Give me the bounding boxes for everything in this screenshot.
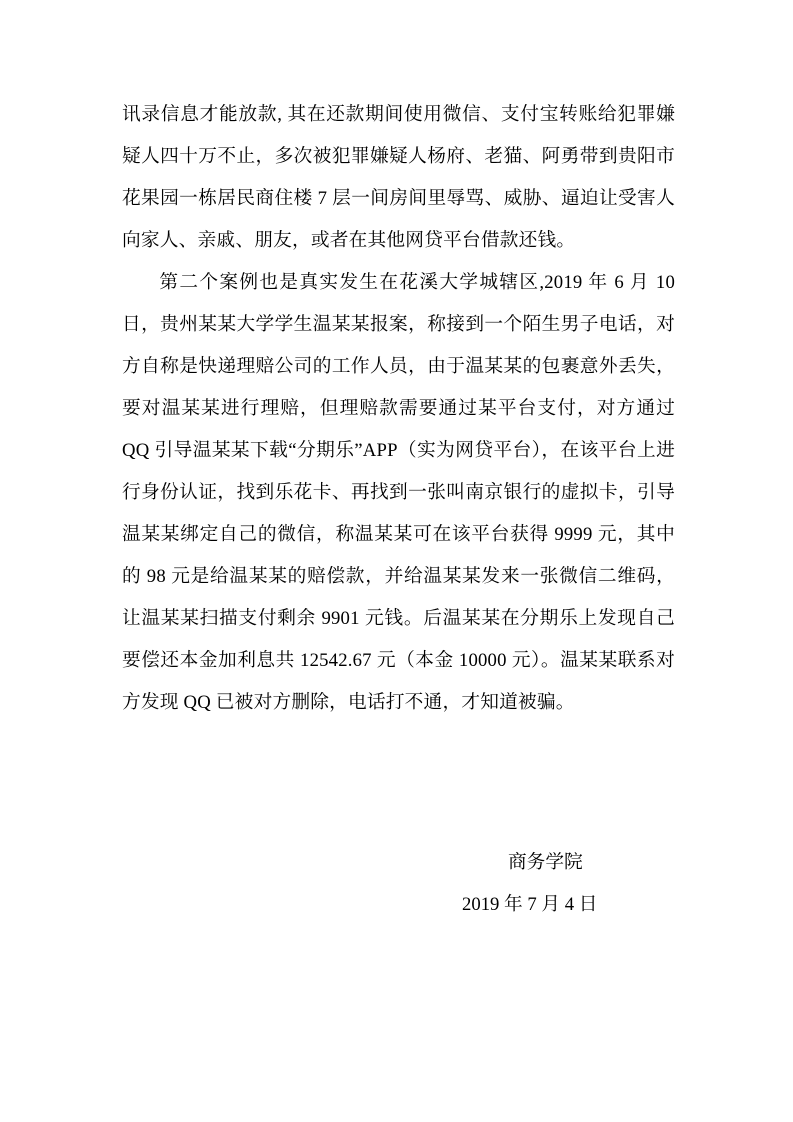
signature-organization: 商务学院 [508,852,583,873]
signature-date: 2019 年 7 月 4 日 [462,894,598,915]
signature-block [122,842,675,926]
body-paragraph-case-1: 讯录信息才能放款, 其在还款期间使用微信、支付宝转账给犯罪嫌疑人四十万不止，多次被犯罪嫌疑人杨府、老猫、阿勇带到贵阳市花果园一栋居民商住楼 7 层一间房间里辱骂、威胁、逼迫让受害人向家人、亲戚、朋友，或者在其他网贷平台借款还钱。 [122,104,675,251]
document-body [122,94,675,724]
body-paragraph-case-2: 第二个案例也是真实发生在花溪大学城辖区,2019 年 6 月 10 日，贵州某某大学学生温某某报案，称接到一个陌生男子电话，对方自称是快递理赔公司的工作人员，由于温某某的包裹意外丢失，要对温某某进行理赔，但理赔款需要通过某平台支付，对方通过 QQ 引导温某某下载“分期乐”APP（实为网贷平台），在该平台上进行身份认证，找到乐花卡、再找到一张叫南京银行的虚拟卡，引导温某某绑定自己的微信，称温某某可在该平台获得 9999 元，其中的 98 元是给温某某的赔偿款，并给温某某发来一张微信二维码，让温某某扫描支付剩余 9901 元钱。后温某某在分期乐上发现自己要偿还本金加利息共 12542.67 元（本金 10000 元）。温某某联系对方发现 QQ 已被对方删除，电话打不通，才知道被骗。 [122,272,675,713]
